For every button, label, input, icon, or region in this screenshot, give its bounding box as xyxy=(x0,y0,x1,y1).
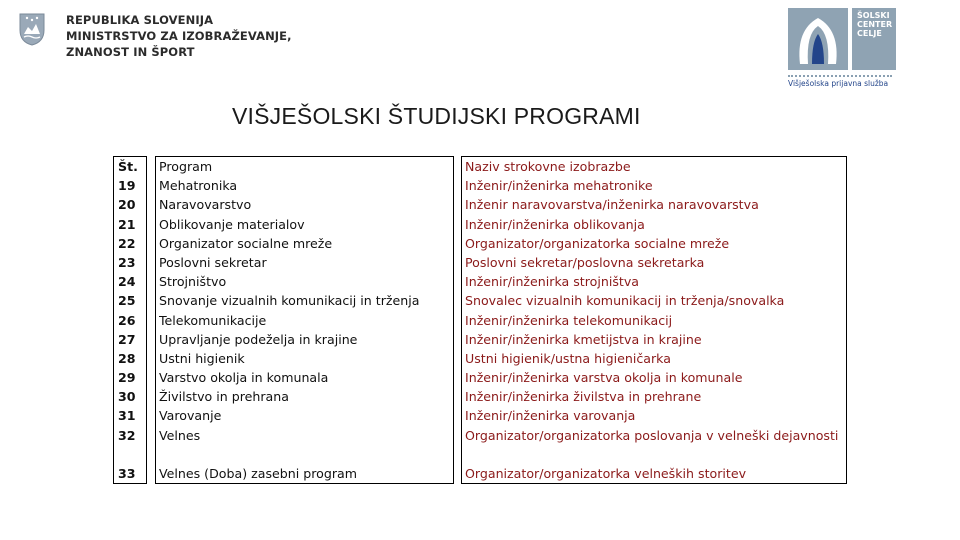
ministry-line-2: MINISTRSTVO ZA IZOBRAŽEVANJE, xyxy=(66,29,292,43)
number-column xyxy=(118,157,138,483)
logo-line-2: CENTER xyxy=(857,20,893,29)
row-program: Strojništvo xyxy=(159,274,227,290)
row-program: Naravovarstvo xyxy=(159,197,252,213)
row-program: Snovanje vizualnih komunikacij in trženja xyxy=(159,293,420,309)
row-title: Inženir/inženirka živilstva in prehrane xyxy=(465,389,702,405)
page-title: VIŠJEŠOLSKI ŠTUDIJSKI PROGRAMI xyxy=(232,103,641,129)
row-title: Inženir/inženirka mehatronike xyxy=(465,178,653,194)
row-program: Telekomunikacije xyxy=(159,312,267,328)
ministry-header xyxy=(18,12,292,60)
row-program: Varstvo okolja in komunala xyxy=(159,370,329,386)
row-title: Inženir/inženirka strojništva xyxy=(465,274,640,290)
row-number: 28 xyxy=(118,350,136,366)
row-program: Oblikovanje materialov xyxy=(159,216,305,232)
row-title: Snovalec vizualnih komunikacij in trženja/snovalka xyxy=(465,293,785,309)
logo-divider xyxy=(788,75,892,77)
row-number: 26 xyxy=(118,312,136,328)
row-title: Inženir/inženirka oblikovanja xyxy=(465,216,645,232)
school-logo-text xyxy=(852,8,896,70)
logo-line-3: CELJE xyxy=(857,29,882,38)
row-number: 22 xyxy=(118,235,136,251)
header-title: Naziv strokovne izobrazbe xyxy=(465,159,631,174)
row-program: Velnes xyxy=(159,427,201,443)
row-title: Inženir/inženirka varstva okolja in komunale xyxy=(465,370,743,386)
row-number: 21 xyxy=(118,216,136,232)
logo-caption: Višješolska prijavna služba xyxy=(788,79,889,88)
row-program: Mehatronika xyxy=(159,178,238,194)
row-title: Poslovni sekretar/poslovna sekretarka xyxy=(465,254,705,270)
header-num: Št. xyxy=(118,159,138,174)
row-number: 29 xyxy=(118,370,136,386)
row-title: Ustni higienik/ustna higieničarka xyxy=(465,350,671,366)
ministry-name xyxy=(66,12,292,60)
row-title: Organizator/organizatorka velneških storitev xyxy=(465,466,747,482)
row-title: Inženir/inženirka kmetijstva in krajine xyxy=(465,331,702,347)
row-title: Inženir naravovarstva/inženirka naravovarstva xyxy=(465,197,759,213)
row-program: Živilstvo in prehrana xyxy=(159,389,289,405)
ministry-line-3: ZNANOST IN ŠPORT xyxy=(66,45,195,59)
row-number: 27 xyxy=(118,331,136,347)
slovenia-crest-icon xyxy=(18,12,46,46)
title-column xyxy=(465,157,843,483)
row-number: 32 xyxy=(118,427,136,443)
logo-line-1: ŠOLSKI xyxy=(857,11,890,20)
ministry-line-1: REPUBLIKA SLOVENIJA xyxy=(66,13,214,27)
row-number: 33 xyxy=(118,466,136,482)
row-title: Inženir/inženirka telekomunikacij xyxy=(465,312,673,328)
row-title: Inženir/inženirka varovanja xyxy=(465,408,636,424)
header-program: Program xyxy=(159,159,213,174)
row-program: Varovanje xyxy=(159,408,222,424)
program-column xyxy=(159,157,419,483)
row-number: 30 xyxy=(118,389,136,405)
row-program: Ustni higienik xyxy=(159,350,245,366)
row-title: Organizator/organizatorka socialne mreže xyxy=(465,235,730,251)
row-number: 24 xyxy=(118,274,136,290)
row-title: Organizator/organizatorka poslovanja v velneški dejavnosti xyxy=(465,427,839,443)
row-program: Poslovni sekretar xyxy=(159,254,267,270)
row-program: Upravljanje podeželja in krajine xyxy=(159,331,358,347)
row-program: Organizator socialne mreže xyxy=(159,235,333,251)
row-program: Velnes (Doba) zasebni program xyxy=(159,466,357,482)
school-logo xyxy=(788,8,896,88)
row-number: 31 xyxy=(118,408,136,424)
row-number: 20 xyxy=(118,197,136,213)
row-number: 19 xyxy=(118,178,136,194)
school-logo-mark-icon xyxy=(788,8,848,70)
row-number: 25 xyxy=(118,293,136,309)
row-number: 23 xyxy=(118,254,136,270)
